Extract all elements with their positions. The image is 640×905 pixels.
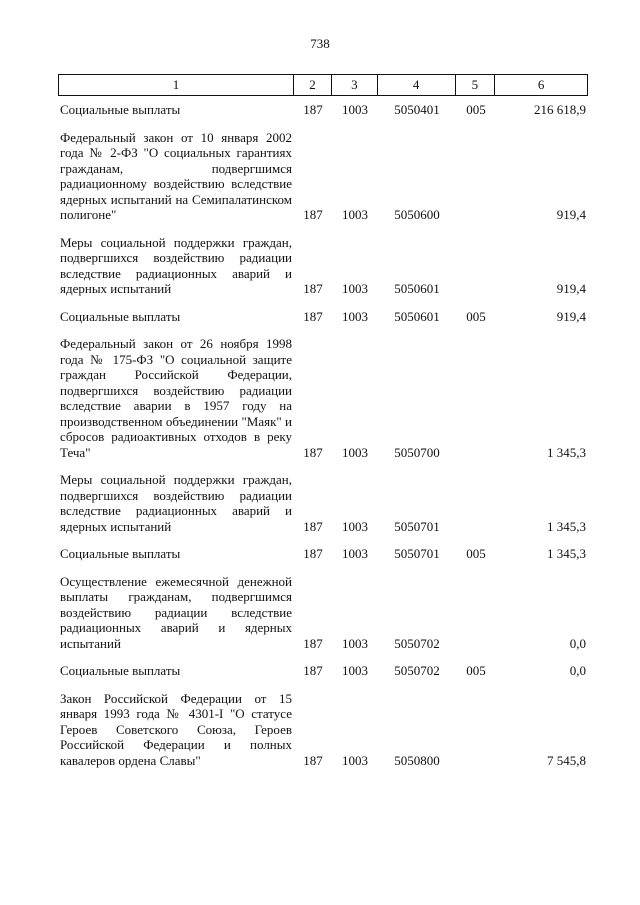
row-amount-cell: 1 345,3 <box>547 518 586 534</box>
table-row <box>58 663 588 679</box>
table-row <box>58 235 588 297</box>
row-name-cell: Социальные выплаты <box>60 102 181 117</box>
header-col-4: 4 <box>378 75 456 95</box>
table-row <box>58 546 588 562</box>
row-col-2-cell: 187 <box>303 518 323 534</box>
row-amount-cell: 0,0 <box>569 635 586 651</box>
table-row <box>58 130 588 223</box>
row-col-4-cell: 5050401 <box>394 102 440 117</box>
row-col-3-cell: 1003 <box>342 207 368 222</box>
row-col-4-cell: 5050700 <box>394 444 440 460</box>
row-amount-cell: 919,4 <box>556 281 586 296</box>
row-col-3-cell: 1003 <box>342 752 368 768</box>
row-col-3-cell: 1003 <box>342 308 368 324</box>
row-name-cell: Федеральный закон от 10 января 2002 года № 2-ФЗ "О социальных гарантиях гражданам, подвергшимся радиационному воздействию вследствие ядерных испытаний на Семипалатинском полигоне" <box>60 129 292 222</box>
row-col-4-cell: 5050701 <box>394 518 440 534</box>
table-row <box>58 574 588 652</box>
row-col-2-cell: 187 <box>303 102 323 117</box>
header-col-6: 6 <box>537 77 545 92</box>
row-col-2-cell: 187 <box>303 546 323 561</box>
row-name-cell: Меры социальной поддержки граждан, подвергшихся воздействию радиации вследствие радиационных аварий и ядерных испытаний <box>60 234 292 296</box>
header-col-1: 1 <box>59 75 294 95</box>
row-col-4-cell: 5050601 <box>394 281 440 296</box>
row-col-2-cell: 187 <box>303 663 323 678</box>
row-amount-cell: 0,0 <box>569 663 586 678</box>
row-col-4-cell: 5050600 <box>394 207 440 222</box>
row-name-cell: Социальные выплаты <box>60 546 181 561</box>
row-col-3-cell: 1003 <box>342 281 368 296</box>
header-col-5: 5 <box>456 75 496 95</box>
row-name-cell: Социальные выплаты <box>60 308 181 324</box>
table-header-row <box>58 74 588 96</box>
row-col-2-cell: 187 <box>303 308 323 324</box>
row-name-cell: Социальные выплаты <box>60 663 181 678</box>
row-name-cell: Федеральный закон от 26 ноября 1998 года № 175-ФЗ "О социальной защите граждан Российской Федерации, подвергшихся воздействию радиации вследствие аварии в 1957 году на производственном объединении "Маяк" и сбросов радиоактивных отходов в реку Теча" <box>60 336 292 460</box>
row-col-3-cell: 1003 <box>342 102 368 117</box>
row-col-2-cell: 187 <box>303 207 323 222</box>
table-row <box>58 336 588 460</box>
row-col-3-cell: 1003 <box>342 518 368 534</box>
row-col-2-cell: 187 <box>303 281 323 296</box>
row-col-3-cell: 1003 <box>342 635 368 651</box>
table-row <box>58 472 588 534</box>
table-body <box>58 102 588 768</box>
row-col-5-cell: 005 <box>466 308 486 324</box>
row-col-4-cell: 5050701 <box>394 546 440 561</box>
row-col-2-cell: 187 <box>303 635 323 651</box>
table-row <box>58 691 588 769</box>
table-row <box>58 102 588 118</box>
row-amount-cell: 7 545,8 <box>547 752 586 768</box>
row-col-3-cell: 1003 <box>342 663 368 678</box>
row-amount-cell: 1 345,3 <box>547 444 586 460</box>
row-amount-cell: 919,4 <box>556 207 586 222</box>
row-col-5-cell: 005 <box>466 546 486 561</box>
row-name-cell: Меры социальной поддержки граждан, подвергшихся воздействию радиации вследствие радиационных аварий и ядерных испытаний <box>60 472 292 534</box>
row-col-4-cell: 5050800 <box>394 752 440 768</box>
table-row <box>58 309 588 325</box>
page-number: 738 <box>310 36 330 51</box>
header-col-2: 2 <box>294 75 332 95</box>
row-col-5-cell: 005 <box>466 102 486 117</box>
row-col-5-cell: 005 <box>466 663 486 678</box>
row-col-4-cell: 5050702 <box>394 635 440 651</box>
row-amount-cell: 1 345,3 <box>547 546 586 561</box>
row-amount-cell: 216 618,9 <box>534 102 586 117</box>
row-col-4-cell: 5050601 <box>394 308 440 324</box>
row-col-2-cell: 187 <box>303 752 323 768</box>
row-col-4-cell: 5050702 <box>394 663 440 678</box>
row-name-cell: Закон Российской Федерации от 15 января 1993 года № 4301-I "О статусе Героев Советского Союза, Героев Российской Федерации и полных кавалеров ордена Славы" <box>60 690 292 768</box>
row-amount-cell: 919,4 <box>556 308 586 324</box>
row-col-3-cell: 1003 <box>342 444 368 460</box>
row-col-2-cell: 187 <box>303 444 323 460</box>
header-col-3: 3 <box>332 75 378 95</box>
budget-table <box>58 74 588 780</box>
row-name-cell: Осуществление ежемесячной денежной выплаты гражданам, подвергшимся воздействию радиации вследствие радиационных аварий и ядерных испытаний <box>60 573 292 651</box>
row-col-3-cell: 1003 <box>342 546 368 561</box>
